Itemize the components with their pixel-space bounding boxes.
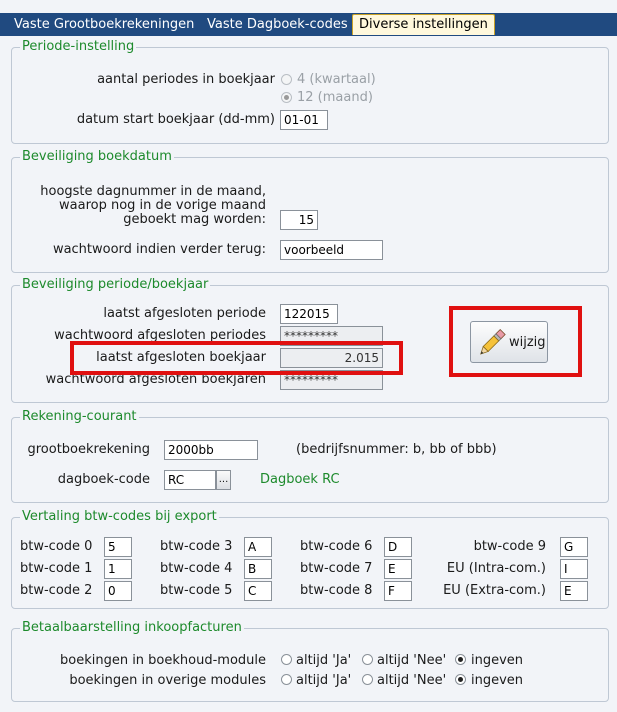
btw-code-7-label: btw-code 7 [300, 561, 373, 576]
btw-code-1-field[interactable]: 1 [104, 559, 132, 579]
wachtwoord-terug-label: wachtwoord indien verder terug: [52, 242, 266, 257]
tab-diverse-instellingen[interactable]: Diverse instellingen [352, 14, 495, 35]
overige-modules-label: boekingen in overige modules [69, 673, 266, 688]
row1-nee-label: altijd 'Nee' [377, 653, 447, 668]
option-4-kwartaal-label: 4 (kwartaal) [297, 72, 376, 87]
datum-start-field[interactable]: 01-01 [280, 110, 328, 130]
btw-code-8-label: btw-code 8 [300, 583, 373, 598]
grootboek-hint: (bedrijfsnummer: b, bb of bbb) [296, 442, 497, 457]
radio-row1-ingeven[interactable] [455, 654, 466, 665]
laatst-boekjaar-label: laatst afgesloten boekjaar [96, 350, 266, 365]
group-title: Vertaling btw-codes bij export [22, 509, 217, 524]
grootboekrekening-field[interactable]: 2000bb [164, 440, 258, 460]
wachtwoord-terug-field[interactable]: voorbeeld [280, 240, 383, 260]
eu-extra-field[interactable]: E [560, 581, 588, 601]
group-title: Beveiliging periode/boekjaar [22, 277, 209, 292]
btw-code-5-label: btw-code 5 [160, 583, 233, 598]
tab-vaste-dagboek-codes[interactable]: Vaste Dagboek-codes [207, 17, 348, 32]
group-rekening-courant [11, 409, 609, 503]
aantal-periodes-label: aantal periodes in boekjaar [97, 72, 275, 87]
eu-extra-label: EU (Extra-com.) [443, 583, 546, 598]
radio-row2-ingeven[interactable] [455, 674, 466, 685]
grootboekrekening-label: grootboekrekening [27, 442, 150, 457]
ww-periodes-label: wachtwoord afgesloten periodes [54, 328, 266, 343]
dagboek-name: Dagboek RC [260, 472, 340, 487]
boekhoud-module-label: boekingen in boekhoud-module [59, 653, 266, 668]
btw-code-7-field[interactable]: E [384, 559, 412, 579]
btw-code-5-field[interactable]: C [244, 581, 272, 601]
btw-code-8-field[interactable]: F [384, 581, 412, 601]
dagnummer-label-line2: waarop nog in de vorige maand [59, 198, 266, 213]
radio-row1-ja[interactable] [281, 654, 292, 665]
radio-row2-ja[interactable] [281, 674, 292, 685]
radio-row2-nee[interactable] [362, 674, 373, 685]
row2-ingeven-label: ingeven [471, 673, 524, 688]
highlight-wijzig [449, 306, 582, 377]
radio-row1-nee[interactable] [362, 654, 373, 665]
laatst-periode-label: laatst afgesloten periode [103, 306, 266, 321]
dagnummer-label-line1: hoogste dagnummer in de maand, [40, 184, 266, 199]
group-title: Betaalbaarstelling inkoopfacturen [22, 620, 242, 635]
radio-4-kwartaal[interactable] [281, 74, 292, 85]
btw-code-0-label: btw-code 0 [20, 539, 93, 554]
wijzig-label: wijzig [509, 335, 546, 350]
btw-code-9-label: btw-code 9 [473, 539, 546, 554]
group-title: Beveiliging boekdatum [22, 149, 172, 164]
eu-intra-label: EU (Intra-com.) [446, 561, 546, 576]
dagboek-browse-button[interactable]: ... [216, 470, 231, 490]
row1-ja-label: altijd 'Ja' [296, 653, 352, 668]
btw-code-2-label: btw-code 2 [20, 583, 93, 598]
group-title: Periode-instelling [22, 39, 135, 54]
btw-code-4-field[interactable]: B [244, 559, 272, 579]
ww-boekjaren-label: wachtwoord afgesloten boekjaren [45, 372, 266, 387]
dagboek-code-field[interactable]: RC [164, 470, 216, 490]
ww-periodes-field[interactable]: ********* [280, 326, 383, 346]
ww-boekjaren-field[interactable]: ********* [280, 370, 383, 390]
row2-ja-label: altijd 'Ja' [296, 673, 352, 688]
row1-ingeven-label: ingeven [471, 653, 524, 668]
dagnummer-field[interactable]: 15 [280, 210, 318, 230]
datum-start-label: datum start boekjaar (dd-mm) [76, 112, 275, 127]
group-title: Rekening-courant [22, 409, 137, 424]
btw-code-4-label: btw-code 4 [160, 561, 233, 576]
btw-code-1-label: btw-code 1 [20, 561, 93, 576]
highlight-boekjaar [70, 341, 403, 375]
dagnummer-label-line3: geboekt mag worden: [123, 212, 266, 227]
btw-code-6-field[interactable]: D [384, 537, 412, 557]
btw-code-3-field[interactable]: A [244, 537, 272, 557]
btw-code-0-field[interactable]: 5 [104, 537, 132, 557]
tab-vaste-grootboekrekeningen[interactable]: Vaste Grootboekrekeningen [14, 17, 195, 32]
btw-code-2-field[interactable]: 0 [104, 581, 132, 601]
option-12-maand-label: 12 (maand) [297, 90, 373, 105]
btw-code-3-label: btw-code 3 [160, 539, 233, 554]
radio-12-maand[interactable] [281, 92, 292, 103]
btw-code-9-field[interactable]: G [560, 537, 588, 557]
dagboek-code-label: dagboek-code [57, 472, 150, 487]
eu-intra-field[interactable]: I [560, 559, 588, 579]
btw-code-6-label: btw-code 6 [300, 539, 373, 554]
laatst-periode-field[interactable]: 122015 [280, 304, 338, 324]
row2-nee-label: altijd 'Nee' [377, 673, 447, 688]
laatst-boekjaar-field[interactable]: 2.015 [280, 348, 383, 368]
